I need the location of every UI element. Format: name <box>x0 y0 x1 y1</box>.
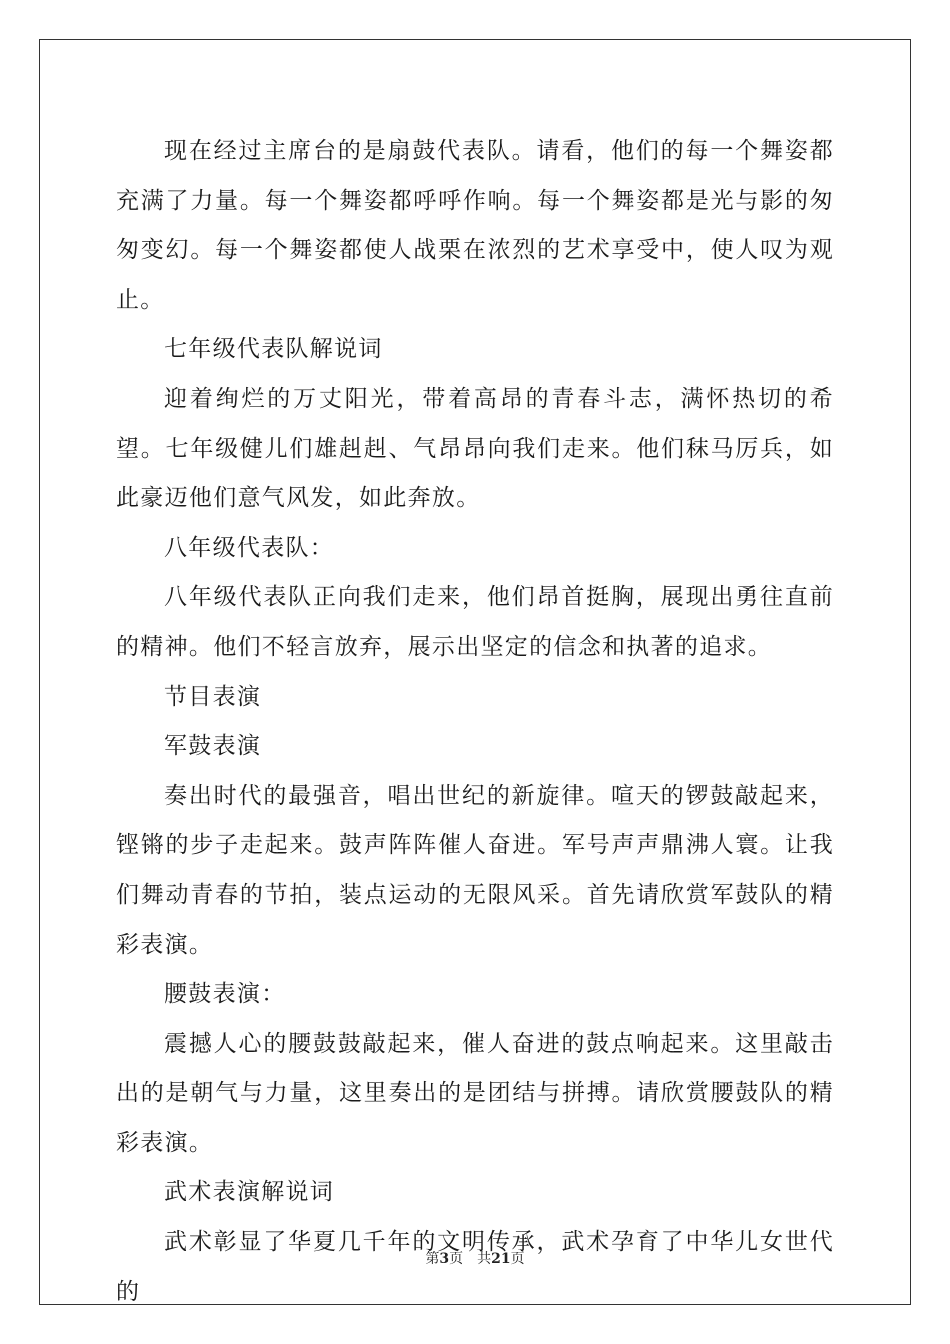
heading-program-performance: 节目表演 <box>164 683 262 710</box>
heading-military-drum: 军鼓表演 <box>164 733 262 760</box>
paragraph-shangu-team: 现在经过主席台的是扇鼓代表队。请看，他们的每一个舞姿都充满了力量。每一个舞姿都呼呼作响。每一个舞姿都是光与影的匆匆变幻。每一个舞姿都使人战栗在浓烈的艺术享受中，使人叹为观止。 <box>116 138 834 313</box>
paragraph-martial-arts: 武术彰显了华夏几千年的文明传承，武术孕育了中华儿女世代的 <box>116 1229 834 1305</box>
paragraph-grade7-team: 迎着绚烂的万丈阳光，带着高昂的青春斗志，满怀热切的希望。七年级健儿们雄赳赳、气昂昂向我们走来。他们秣马厉兵，如此豪迈他们意气风发，如此奔放。 <box>116 385 834 512</box>
page-suffix: 页 <box>449 1251 464 1267</box>
total-prefix: 共 <box>477 1251 492 1267</box>
page-number: 3 <box>439 1251 450 1267</box>
paragraph-military-drum: 奏出时代的最强音，唱出世纪的新旋律。喧天的锣鼓敲起来，铿锵的步子走起来。鼓声阵阵催人奋进。军号声声鼎沸人寰。让我们舞动青春的节拍，装点运动的无限风采。首先请欣赏军鼓队的精彩表演。 <box>116 782 834 958</box>
document-body <box>116 127 834 1317</box>
paragraph-grade8-team: 八年级代表队正向我们走来，他们昂首挺胸，展现出勇往直前的精神。他们不轻言放弃，展示出坚定的信念和执著的追求。 <box>116 584 834 660</box>
heading-waist-drum: 腰鼓表演： <box>164 981 286 1008</box>
paragraph-waist-drum: 震撼人心的腰鼓鼓敲起来，催人奋进的鼓点响起来。这里敲击出的是朝气与力量，这里奏出的是团结与拼搏。请欣赏腰鼓队的精彩表演。 <box>116 1030 834 1156</box>
heading-martial-arts-commentary: 武术表演解说词 <box>164 1179 335 1206</box>
page-prefix: 第 <box>425 1251 440 1267</box>
heading-grade7-commentary: 七年级代表队解说词 <box>164 336 383 363</box>
page-footer <box>0 1248 950 1268</box>
total-pages: 21 <box>491 1251 511 1267</box>
heading-grade8-team: 八年级代表队： <box>164 534 335 561</box>
total-suffix: 页 <box>510 1251 525 1267</box>
